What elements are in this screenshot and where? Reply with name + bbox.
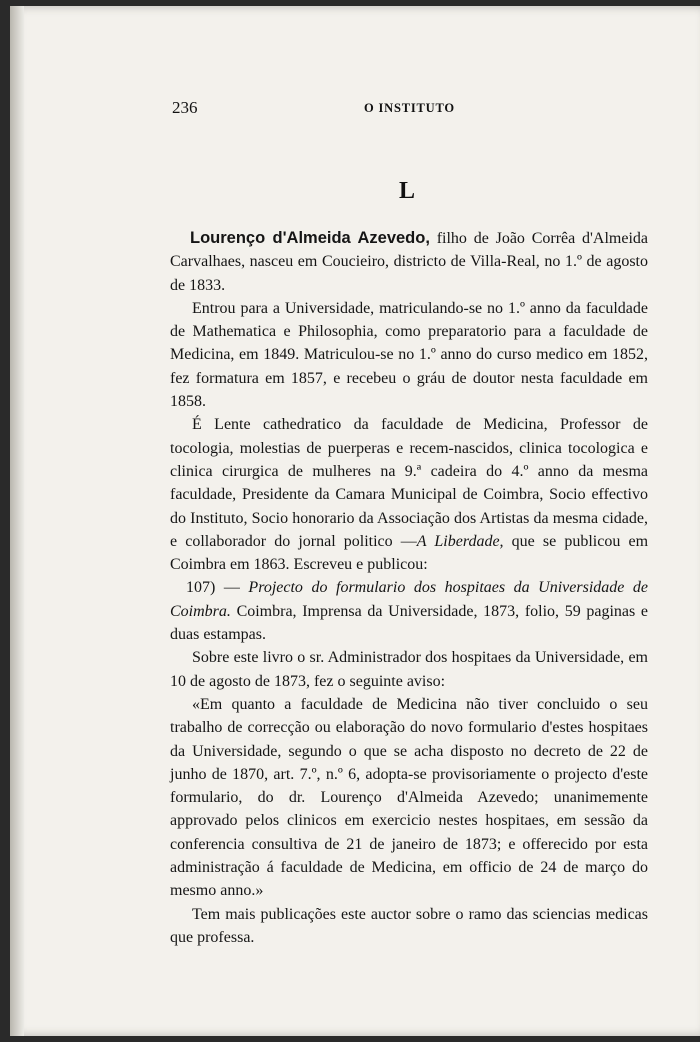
bibliography-entry	[170, 576, 648, 646]
entry-details: Coimbra, Imprensa da Universidade, 1873, folio, 59 paginas e duas estampas.	[170, 602, 648, 644]
paragraph-text: É Lente cathedratico da faculdade de Medicina, Professor de tocologia, molestias de puerperas e recem-nascidos, clinica tocologica e clinica cirurgica de mulheres na 9.ª cadeira do 4.º anno da mesma faculdade, Presidente da Camara Municipal de Coimbra, Socio effectivo do Instituto, Socio honorario da Associação dos Artistas da mesma cidade, e collaborador do jornal politico —	[170, 416, 648, 550]
entry-number: 107) —	[186, 579, 240, 597]
book-page	[10, 6, 700, 1036]
page-header	[10, 98, 700, 122]
journal-title: A Liberdade,	[416, 532, 504, 550]
page-number: 236	[172, 98, 198, 117]
paragraph-education: Entrou para a Universidade, matriculando-se no 1.º anno da faculdade de Mathematica e Philosophia, como preparatorio para a faculdade de Medicina, em 1849. Matriculou-se no 1.º anno do curso medico em 1852, fez formatura em 1857, e recebeu o gráu de doutor nesta faculdade em 1858.	[170, 299, 648, 411]
paragraph-biography	[170, 227, 648, 297]
paragraph-notice-intro: Sobre este livro o sr. Administrador dos hospitaes da Universidade, em 10 de agosto de 1873, fez o seguinte aviso:	[170, 649, 648, 690]
author-name: Lourenço d'Almeida Azevedo,	[190, 229, 430, 247]
running-head: O INSTITUTO	[364, 101, 455, 115]
body-text	[170, 227, 648, 949]
paragraph-positions	[170, 413, 648, 576]
paragraph-text: que se publicou em Coimbra em 1863. Escreveu e publicou:	[170, 532, 649, 574]
entry-title: Projecto do formulario dos hospitaes da Universidade de Coimbra.	[170, 579, 649, 620]
paragraph-closing: Tem mais publicações este auctor sobre o ramo das sciencias medicas que professa.	[170, 905, 648, 946]
section-letter: L	[399, 178, 416, 204]
paragraph-text: filho de João Corrêa d'Almeida Carvalhaes, nasceu em Coucieiro, districto de Villa-Real, no 1.º de agosto de 1833.	[170, 230, 648, 294]
page-gutter	[10, 6, 24, 1036]
paragraph-notice-quote: «Em quanto a faculdade de Medicina não tiver concluido o seu trabalho de correcção ou elaboração do novo formulario d'estes hospitaes da Universidade, segundo o que se acha disposto no decreto de 22 de junho de 1870, art. 7.º, n.º 6, adopta-se provisoriamente o projecto d'este formulario, do dr. Lourenço d'Almeida Azevedo; unanimemente approvado pelos clinicos em exercicio nestes hospitaes, em sessão da conferencia consultiva de 21 de janeiro de 1873; e offerecido por esta administração á faculdade de Medicina, em officio de 24 de março do mesmo anno.»	[170, 695, 648, 900]
